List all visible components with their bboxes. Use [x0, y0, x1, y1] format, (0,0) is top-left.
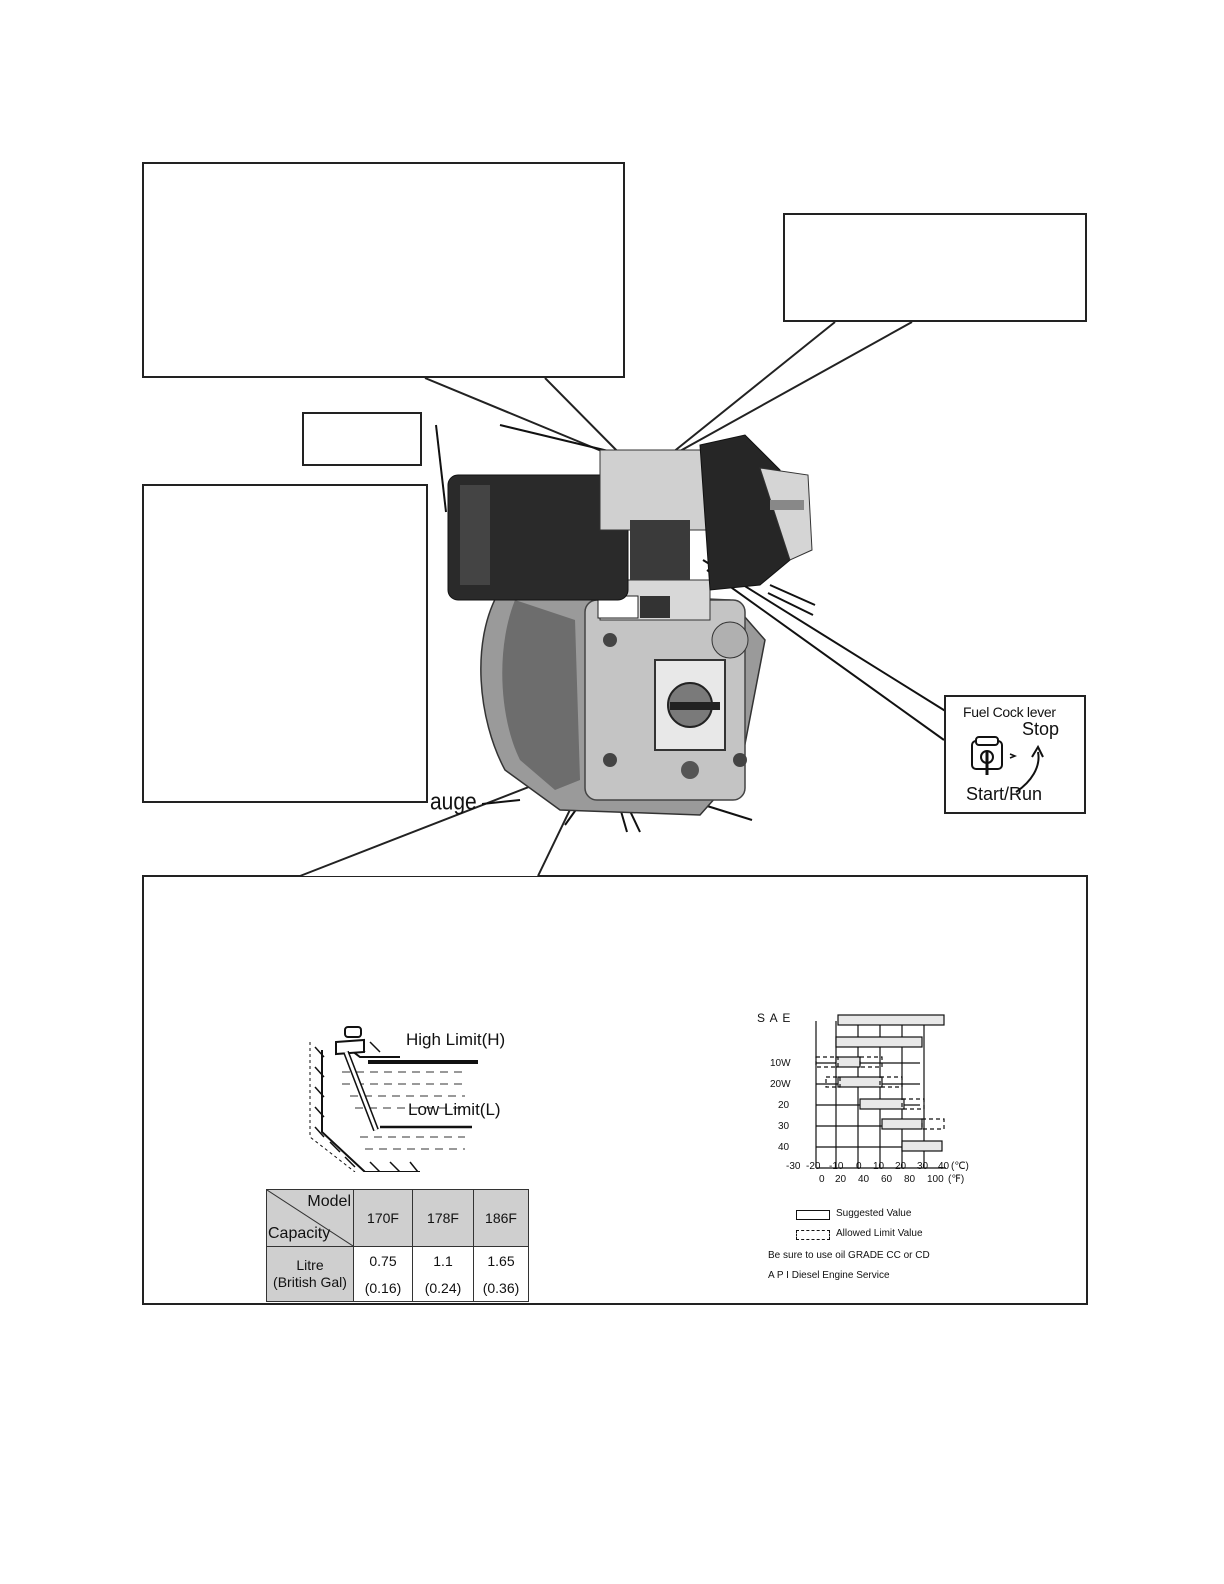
engine-body [448, 435, 812, 815]
fahrenheit-tick: 40 [858, 1174, 870, 1185]
sae-axis-title: S A E [757, 1011, 792, 1025]
table-header-178f: 178F [413, 1190, 474, 1247]
fuel-cock-stop-label: Stop [1022, 719, 1060, 739]
sae-viscosity-chart [780, 1005, 980, 1180]
table-header-capacity: Capacity [268, 1225, 331, 1242]
sae-grade-20: 20 [778, 1100, 790, 1111]
table-row [267, 1190, 529, 1247]
table-row-label [267, 1247, 354, 1302]
dipstick-high-limit-label: High Limit(H) [406, 1030, 506, 1049]
table-header-186f: 186F [474, 1190, 529, 1247]
oil-capacity-table [266, 1189, 529, 1302]
celsius-tick: 0 [856, 1161, 862, 1172]
fahrenheit-tick: 20 [835, 1174, 847, 1185]
table-row [267, 1247, 529, 1275]
fuel-cock-inset [944, 695, 1086, 814]
dipstick-low-limit-label: Low Limit(L) [408, 1100, 501, 1119]
legend-suggested-swatch [796, 1210, 830, 1220]
celsius-tick: -10 [829, 1161, 844, 1172]
sae-grade-10w: 10W [770, 1058, 791, 1069]
table-header-model: Model [307, 1193, 351, 1210]
celsius-tick: -20 [806, 1161, 821, 1172]
celsius-tick: 20 [895, 1161, 907, 1172]
table-header-cell [267, 1190, 354, 1247]
fahrenheit-unit: (℉) [948, 1174, 965, 1185]
legend-allowed-label: Allowed Limit Value [836, 1228, 923, 1239]
table-row-label-litre: Litre [296, 1257, 324, 1273]
fahrenheit-tick: 60 [881, 1174, 893, 1185]
celsius-tick: 10 [873, 1161, 885, 1172]
table-header-170f: 170F [354, 1190, 413, 1247]
celsius-tick: 30 [917, 1161, 929, 1172]
oil-service-note: A P I Diesel Engine Service [768, 1270, 890, 1281]
table-cell: (0.36) [474, 1274, 529, 1302]
legend-allowed-swatch [796, 1230, 830, 1240]
fahrenheit-tick: 80 [904, 1174, 916, 1185]
oil-grade-note: Be sure to use oil GRADE CC or CD [768, 1250, 930, 1261]
fahrenheit-tick: 100 [927, 1174, 944, 1185]
fahrenheit-tick: 0 [819, 1174, 825, 1185]
sae-grade-30: 30 [778, 1121, 790, 1132]
sae-grade-20w: 20W [770, 1079, 791, 1090]
legend-suggested-label: Suggested Value [836, 1208, 912, 1219]
table-cell: 1.1 [413, 1247, 474, 1275]
celsius-tick: 40 [938, 1161, 950, 1172]
celsius-unit: (℃) [951, 1161, 969, 1172]
table-cell: 0.75 [354, 1247, 413, 1275]
celsius-tick: -30 [786, 1161, 801, 1172]
table-cell: (0.16) [354, 1274, 413, 1302]
sae-grade-40: 40 [778, 1142, 790, 1153]
fuel-cock-title: Fuel Cock lever [963, 704, 1056, 720]
table-cell: 1.65 [474, 1247, 529, 1275]
fuel-cock-start-run-label: Start/Run [966, 784, 1043, 804]
table-row-label-gal: (British Gal) [273, 1274, 347, 1290]
oil-gauge-label-fragment: auge [430, 789, 477, 816]
table-cell: (0.24) [413, 1274, 474, 1302]
